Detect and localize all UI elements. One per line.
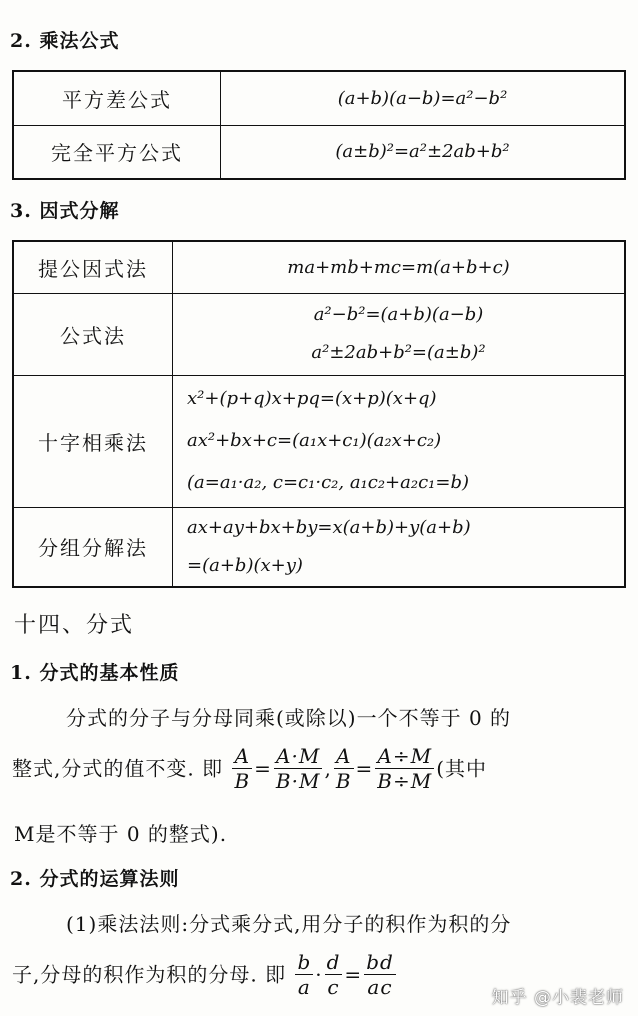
section-heading-basic-properties: 1. 分式的基本性质 xyxy=(10,662,180,684)
formula-label: 提公因式法 xyxy=(13,241,173,293)
section-heading-operations: 2. 分式的运算法则 xyxy=(10,868,180,890)
fraction-denominator: c xyxy=(327,975,340,999)
fraction-denominator: B xyxy=(234,769,251,793)
paragraph-text: 整式,分式的值不变. 即 xyxy=(12,756,224,781)
fraction-numerator: A÷M xyxy=(375,744,434,769)
factorization-table xyxy=(12,240,626,588)
formula-line: a²−b²=(a+b)(a−b) xyxy=(313,304,484,325)
formula-line: =(a+b)(x+y) xyxy=(187,554,303,576)
formula-label: 平方差公式 xyxy=(13,71,221,125)
fraction-numerator: A·M xyxy=(274,744,323,769)
formula-line: a²±2ab+b²=(a±b)² xyxy=(311,342,486,363)
table-row xyxy=(13,241,625,293)
table-row xyxy=(13,375,625,507)
formula-cell xyxy=(173,241,626,293)
paragraph-line-with-fractions: 整式,分式的值不变. 即 $\frac{A}{B}$ = $\frac{A\cdot M}{B\cdot M}$ , $\frac{A}{B}$ = $\frac{A\div M}{B\div M}$ (其中 xyxy=(12,744,488,793)
section-heading-multiplication: 2. 乘法公式 xyxy=(10,30,120,52)
formula-label: 分组分解法 xyxy=(13,507,173,587)
paragraph-line: 分式的分子与分母同乘(或除以)一个不等于 0 的 xyxy=(66,706,512,730)
formula-line: ma+mb+mc=m(a+b+c) xyxy=(287,256,510,278)
formula-cell xyxy=(173,375,626,507)
fraction-denominator: B÷M xyxy=(377,769,433,793)
fraction xyxy=(295,950,313,999)
fraction xyxy=(334,744,354,793)
paragraph-text: (其中 xyxy=(436,756,488,781)
fraction-numerator: b xyxy=(297,950,312,974)
formula-cell xyxy=(173,293,626,375)
table-row xyxy=(13,293,625,375)
fraction xyxy=(274,744,323,793)
paragraph-text: 子,分母的积作为积的分母. 即 xyxy=(12,962,287,987)
table-row xyxy=(13,125,625,179)
section-heading-factorization: 3. 因式分解 xyxy=(10,200,120,222)
formula-line: ax²+bx+c=(a₁x+c₁)(a₂x+c₂) xyxy=(187,430,442,451)
fraction-denominator: B·M xyxy=(275,769,321,793)
watermark: 知乎 @小裴老师 xyxy=(491,988,624,1008)
formula-cell: (a+b)(a−b)=a²−b² xyxy=(221,71,626,125)
paragraph-line-with-fractions: 子,分母的积作为积的分母. 即 $\frac{b}{a}$ · $\frac{d}{c}$ = $\frac{bd}{ac}$ xyxy=(12,950,394,999)
table-row xyxy=(13,71,625,125)
formula-cell: (a±b)²=a²±2ab+b² xyxy=(221,125,626,179)
formula-line: ax+ay+bx+by=x(a+b)+y(a+b) xyxy=(187,516,471,538)
multiplication-formula-table xyxy=(12,70,626,180)
formula-cell xyxy=(173,507,626,587)
formula-label: 十字相乘法 xyxy=(13,375,173,507)
paragraph-line: M是不等于 0 的整式). xyxy=(14,822,228,846)
fraction-numerator: A xyxy=(232,744,252,769)
formula-line: x²+(p+q)x+pq=(x+p)(x+q) xyxy=(187,388,437,409)
formula-label: 完全平方公式 xyxy=(13,125,221,179)
formula-label: 公式法 xyxy=(13,293,173,375)
fraction-denominator: a xyxy=(297,975,311,999)
paragraph-line: (1)乘法法则:分式乘分式,用分子的积作为积的分 xyxy=(66,912,512,936)
fraction-denominator: B xyxy=(335,769,352,793)
fraction xyxy=(375,744,434,793)
formula-line: (a=a₁·a₂, c=c₁·c₂, a₁c₂+a₂c₁=b) xyxy=(187,472,470,493)
table-row xyxy=(13,507,625,587)
fraction xyxy=(364,950,396,999)
fraction-numerator: A xyxy=(334,744,354,769)
fraction-numerator: d xyxy=(326,950,341,974)
chapter-title: 十四、分式 xyxy=(14,613,135,638)
fraction xyxy=(232,744,252,793)
fraction xyxy=(325,950,343,999)
fraction-denominator: ac xyxy=(367,975,393,999)
fraction-numerator: bd xyxy=(366,950,394,974)
